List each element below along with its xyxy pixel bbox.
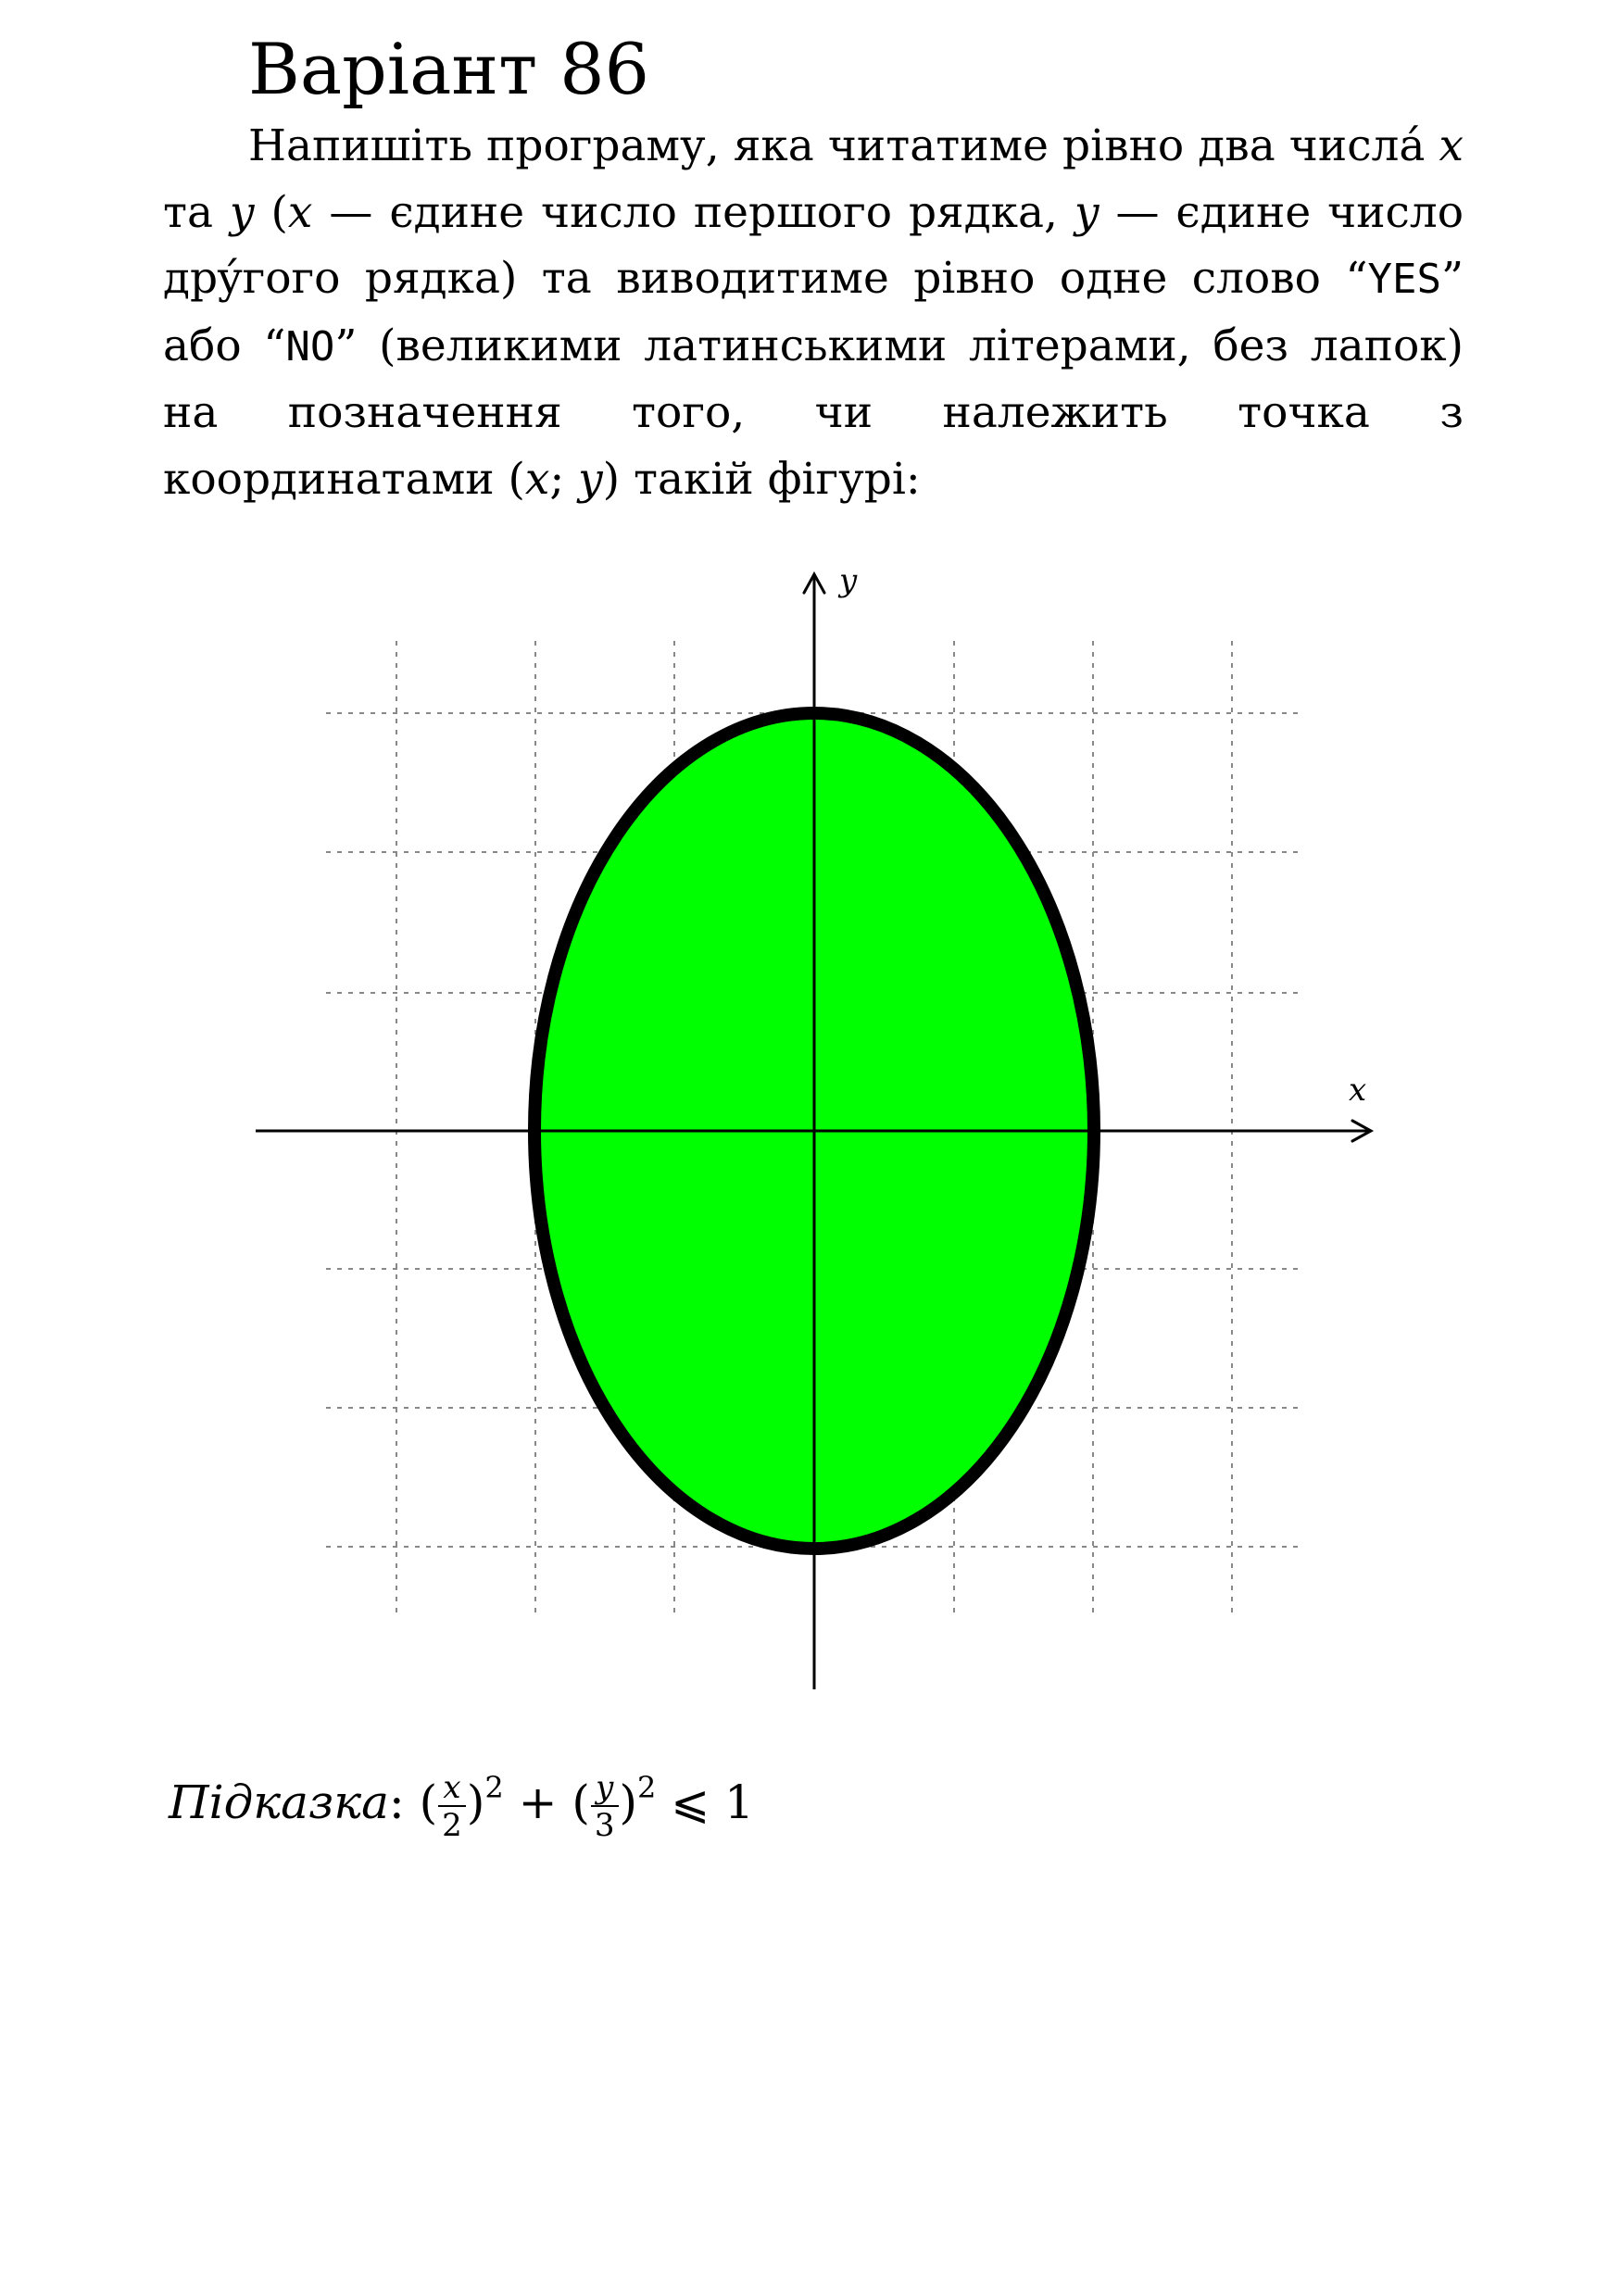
var-y: y <box>1074 186 1100 238</box>
statement-text: Напишіть програму, яка читатиме рівно два числá <box>248 120 1439 171</box>
statement-text: та <box>163 186 230 238</box>
statement-text: ; <box>549 453 579 505</box>
x-axis-label: x <box>1349 1072 1367 1109</box>
problem-title: Варіант 86 <box>248 28 649 110</box>
var-x: x <box>524 453 550 505</box>
hint-colon: : <box>388 1775 405 1829</box>
y-axis-arrow <box>804 574 824 593</box>
plus-sign: + <box>503 1775 572 1829</box>
paren: ( <box>572 1775 590 1829</box>
fraction-x-over-2 <box>438 1768 466 1844</box>
axis-arrows <box>804 574 1371 1141</box>
paren: ) <box>466 1775 485 1829</box>
exponent: 2 <box>484 1770 504 1805</box>
hint-formula <box>419 1768 754 1844</box>
var-x: x <box>287 186 313 238</box>
fraction-y-over-3 <box>591 1768 619 1844</box>
answer-yes: YES <box>1367 256 1441 303</box>
var-y: y <box>578 453 603 505</box>
var-y: y <box>230 186 255 238</box>
statement-text: — єдине число дрýгого рядка) та виводитиме рівно одне слово “ <box>163 186 1464 304</box>
answer-no: NO <box>285 322 335 370</box>
inequality: ⩽ 1 <box>656 1775 754 1829</box>
paren: ( <box>419 1775 438 1829</box>
fraction-denominator: 3 <box>594 1806 615 1844</box>
fraction-numerator: y <box>591 1772 619 1807</box>
hint-label: Підказка <box>169 1775 389 1829</box>
x-axis-arrow <box>1352 1121 1371 1141</box>
statement-text: ) такій фігурі: <box>602 453 921 505</box>
paren: ) <box>619 1775 638 1829</box>
y-axis-label: y <box>839 562 858 599</box>
grid <box>326 641 1302 1619</box>
hint <box>169 1765 754 1844</box>
statement-text: ” або “ <box>163 253 1464 371</box>
statement-text: ” (великими латинськими літерами, без лапок) на позначення того, чи належить точка з координатами ( <box>163 320 1464 505</box>
statement-text: — єдине число першого рядка, <box>312 186 1074 238</box>
axes <box>256 576 1369 1689</box>
statement-text: ( <box>254 186 288 238</box>
fraction-denominator: 2 <box>442 1806 462 1844</box>
exponent: 2 <box>637 1770 657 1805</box>
ellipse-region <box>534 713 1094 1549</box>
var-x: x <box>1439 120 1464 171</box>
fraction-numerator: x <box>438 1772 466 1807</box>
problem-statement <box>163 113 1464 512</box>
